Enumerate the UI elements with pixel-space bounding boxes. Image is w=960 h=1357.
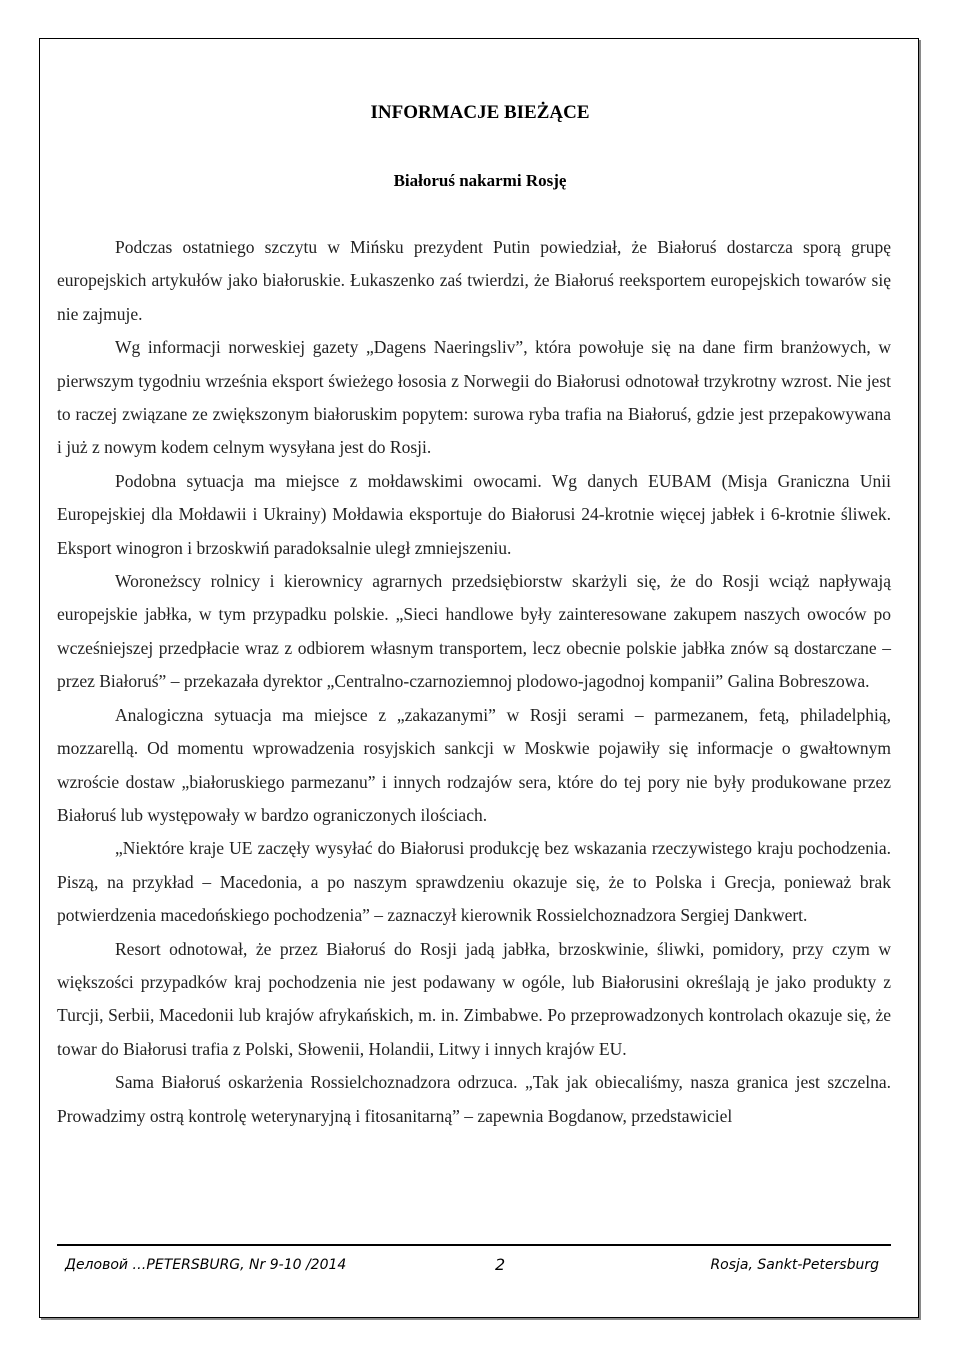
paragraph: „Niektóre kraje UE zaczęły wysyłać do Białorusi produkcję bez wskazania rzeczywistego kraju pochodzenia. Piszą, na przykład – Macedonia, a po naszym sprawdzeniu okazuje się, że to Polska i Grecja, ponieważ brak potwierdzenia macedońskiego pochodzenia” – zaznaczył kierownik Rossielchoznadzora Sergiej Dankwert. [57, 838, 891, 926]
section-title: INFORMACJE BIEŻĄCE [370, 102, 590, 123]
footer-publication: Деловой …PETERSBURG, Nr 9-10 /2014 [65, 1257, 347, 1273]
article-title: Białoruś nakarmi Rosję [393, 171, 567, 190]
paragraph: Sama Białoruś oskarżenia Rossielchoznadzora odrzuca. „Tak jak obiecaliśmy, nasza granica jest szczelna. Prowadzimy ostrą kontrolę weterynaryjną i fitosanitarną” – zapewnia Bogdanow, przedstawiciel [57, 1072, 891, 1126]
paragraph: Analogiczna sytuacja ma miejsce z „zakazanymi” w Rosji serami – parmezanem, fetą, philadelphią, mozzarellą. Od momentu wprowadzenia rosyjskich sankcji w Moskwie pojawiły się informacje o gwałtownym wzroście dostaw „białoruskiego parmezanu” i innych rodzajów sera, które do tej pory nie były produkowane przez Białoruś lub występowały w bardzo ograniczonych ilościach. [57, 704, 891, 825]
footer-divider [57, 1244, 891, 1246]
footer-page-number: 2 [495, 1255, 506, 1274]
article-body [57, 231, 891, 1133]
footer-location: Rosja, Sankt-Petersburg [710, 1257, 879, 1273]
paragraph: Podczas ostatniego szczytu w Mińsku prezydent Putin powiedział, że Białoruś dostarcza sporą grupę europejskich artykułów jako białoruskie. Łukaszenko zaś twierdzi, że Białoruś reeksportem europejskich towarów się nie zajmuje. [57, 237, 891, 324]
paragraph: Woroneżscy rolnicy i kierownicy agrarnych przedsiębiorstw skarżyli się, że do Rosji wciąż napływają europejskie jabłka, w tym przypadku polskie. „Sieci handlowe były zainteresowane zakupem naszych owoców po wcześniejszej przedpłacie wraz z odbiorem własnym transportem, lecz obecnie polskie jabłka znów są dostarczane – przez Białoruś” – przekazała dyrektor „Centralno-czarnoziemnoj plodowo-jagodnoj kompanii” Galina Bobreszowa. [57, 571, 891, 692]
paragraph: Resort odnotował, że przez Białoruś do Rosji jadą jabłka, brzoskwinie, śliwki, pomidory, przy czym w większości przypadków kraj pochodzenia nie jest podawany w ogóle, lub Białorusini określają je jako produkty z Turcji, Serbii, Macedonii lub krajów afrykańskich, m. in. Zimbabwe. Po przeprowadzonych kontrolach okazuje się, że towar do Białorusi trafia z Polski, Słowenii, Holandii, Litwy i innych krajów EU. [57, 938, 891, 1059]
paragraph: Wg informacji norweskiej gazety „Dagens Naeringsliv”, która powołuje się na dane firm branżowych, w pierwszym tygodniu września eksport świeżego łososia z Norwegii do Białorusi odnotował trzykrotny wzrost. Nie jest to raczej związane ze zwiększonym białoruskim popytem: surowa ryba trafia na Białoruś, gdzie jest przepakowywana i już z nowym kodem celnym wysyłana jest do Rosji. [57, 337, 891, 458]
page-footer [65, 1255, 879, 1279]
paragraph: Podobna sytuacja ma miejsce z mołdawskimi owocami. Wg danych EUBAM (Misja Graniczna Unii Europejskiej dla Mołdawii i Ukrainy) Mołdawia eksportuje do Białorusi 24-krotnie więcej jabłek i 6-krotnie śliwek. Eksport winogron i brzoskwiń paradoksalnie uległ zmniejszeniu. [57, 470, 891, 558]
